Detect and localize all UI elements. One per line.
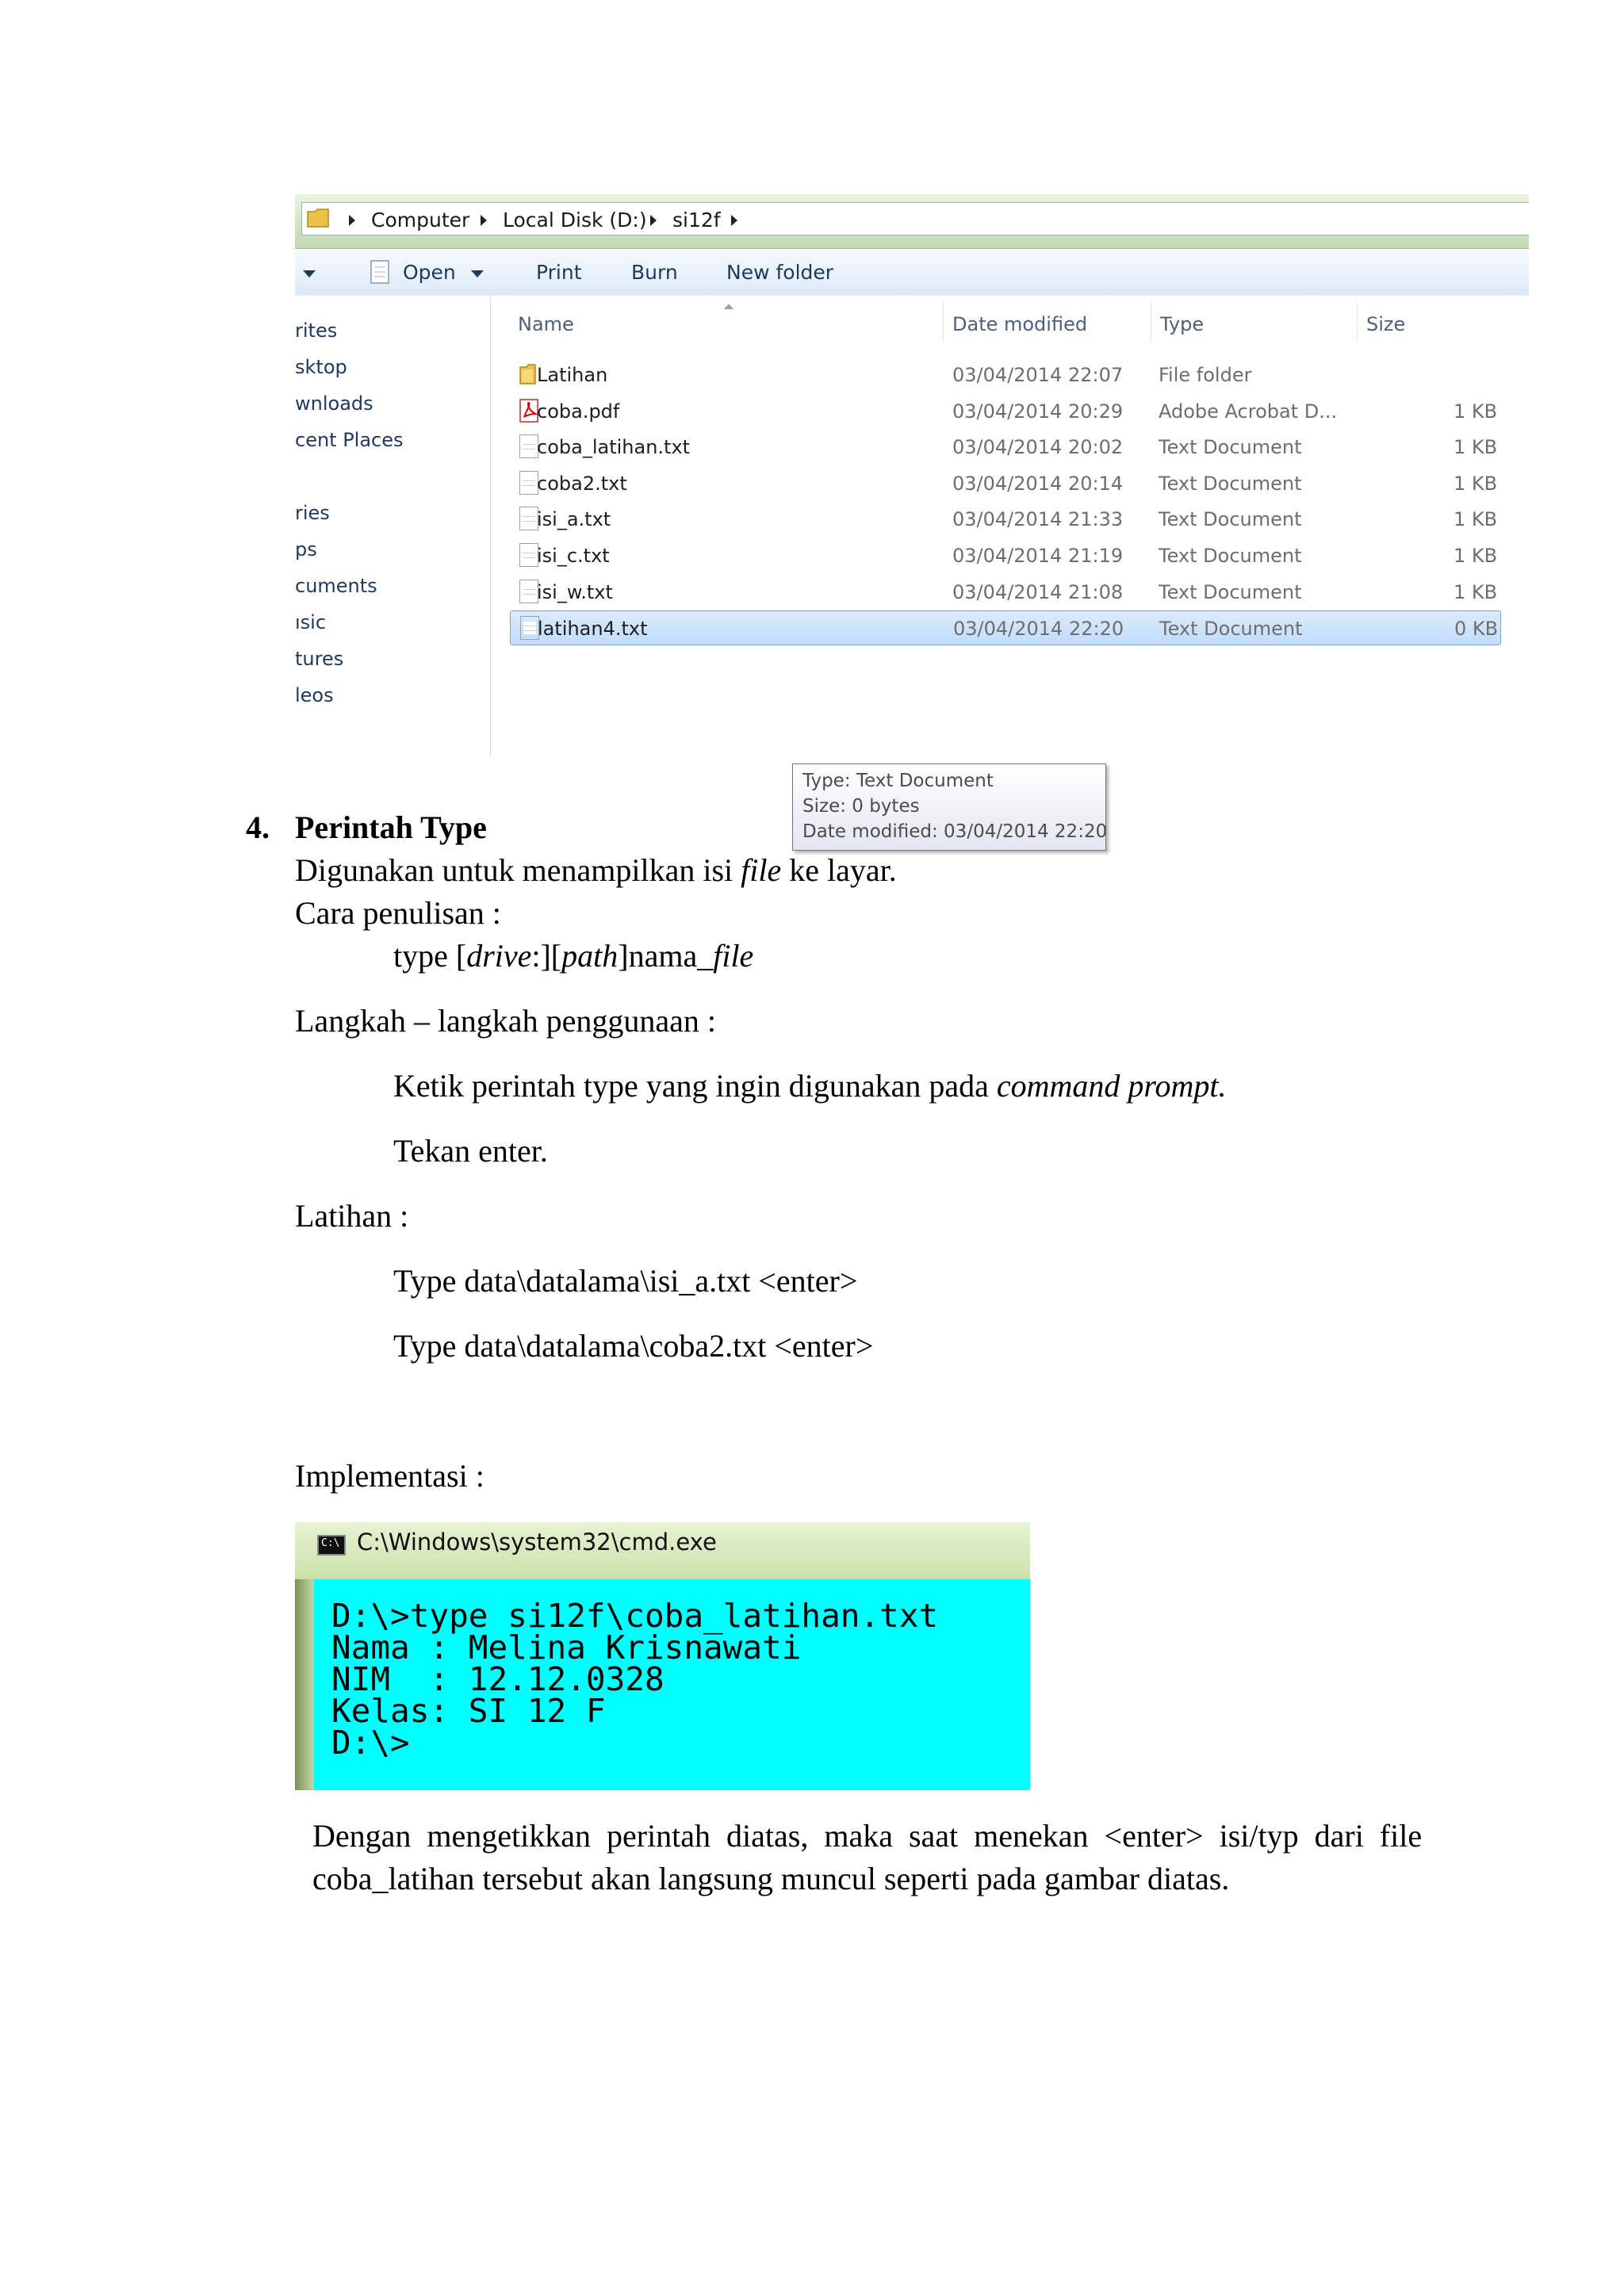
nav-item-recent-places[interactable]: cent Places [295, 429, 404, 451]
chevron-down-icon[interactable] [303, 270, 316, 277]
chevron-right-icon [731, 215, 737, 226]
console-line: D:\> [331, 1724, 410, 1762]
file-name: latihan4.txt [538, 618, 648, 641]
cmd-title: C:\Windows\system32\cmd.exe [357, 1529, 717, 1556]
file-date: 03/04/2014 20:02 [952, 436, 1124, 459]
file-size: 1 KB [1454, 508, 1498, 531]
tooltip-type: Type: Text Document [802, 771, 994, 791]
nav-item-desktop[interactable]: sktop [295, 356, 347, 378]
file-date: 03/04/2014 22:07 [952, 364, 1124, 386]
file-name: coba2.txt [537, 472, 627, 495]
cmd-console [314, 1579, 1030, 1790]
print-button[interactable]: Print [536, 261, 582, 284]
folder-icon [306, 205, 330, 229]
file-size: 1 KB [1454, 400, 1498, 423]
console-line: D:\>type si12f\coba_latihan.txt [331, 1597, 939, 1635]
address-bar [295, 194, 1529, 249]
file-size: 1 KB [1454, 436, 1498, 459]
breadcrumb-si12f[interactable]: si12f [672, 209, 721, 232]
nav-item-music[interactable]: ısic [295, 611, 327, 633]
file-row[interactable] [510, 538, 1501, 573]
nav-item-videos[interactable]: leos [295, 684, 334, 706]
exercise-heading: Latihan : [295, 1198, 409, 1234]
cmd-window-border [295, 1579, 314, 1790]
console-line: Kelas: SI 12 F [331, 1692, 606, 1730]
chevron-right-icon [349, 215, 355, 226]
file-size: 1 KB [1454, 545, 1498, 567]
file-date: 03/04/2014 21:08 [952, 580, 1124, 603]
column-header-name[interactable]: Name [518, 313, 574, 335]
exercise-1: Type data\datalama\isi_a.txt <enter> [393, 1263, 858, 1299]
file-name: coba.pdf [537, 400, 620, 423]
text-file-icon [519, 507, 538, 530]
file-name: isi_w.txt [537, 580, 613, 603]
conclusion-line-1: Dengan mengetikkan perintah diatas, maka saat menekan <enter> isi/typ dari file [312, 1818, 1423, 1854]
burn-button[interactable]: Burn [631, 261, 678, 284]
chevron-right-icon [650, 215, 657, 226]
file-size: 0 KB [1454, 618, 1499, 641]
text-file-icon [519, 434, 538, 458]
step-1: Ketik perintah type yang ingin digunakan pada command prompt. [393, 1068, 1227, 1104]
cmd-icon: C:\ [317, 1535, 346, 1556]
file-row[interactable] [510, 610, 1501, 645]
open-document-icon [368, 259, 392, 286]
file-type: Text Document [1159, 508, 1302, 531]
file-row[interactable] [510, 358, 1501, 392]
nav-item-pictures[interactable]: tures [295, 648, 344, 670]
file-date: 03/04/2014 22:20 [953, 618, 1124, 641]
file-type: Text Document [1159, 545, 1302, 567]
file-row[interactable] [510, 430, 1501, 465]
text-file-icon [519, 543, 538, 567]
file-type: File folder [1159, 364, 1252, 386]
file-row[interactable] [510, 394, 1501, 429]
file-name: Latihan [537, 364, 608, 386]
steps-heading: Langkah – langkah penggunaan : [295, 1003, 716, 1039]
open-button[interactable]: Open [403, 261, 456, 284]
file-row[interactable] [510, 575, 1501, 610]
file-row[interactable] [510, 466, 1501, 501]
file-type: Text Document [1159, 436, 1302, 459]
section-description: Digunakan untuk menampilkan isi file ke layar. [295, 852, 897, 888]
console-line: Nama : Melina Krisnawati [331, 1628, 802, 1667]
file-rows [491, 296, 1529, 757]
file-size: 1 KB [1454, 472, 1498, 495]
exercise-2: Type data\datalama\coba2.txt <enter> [393, 1328, 874, 1364]
syntax-heading: Cara penulisan : [295, 895, 501, 931]
nav-item-documents[interactable]: cuments [295, 575, 377, 597]
chevron-right-icon [481, 215, 487, 226]
file-tooltip [792, 763, 1106, 851]
cmd-title-bar [295, 1522, 1030, 1579]
section-number: 4. [246, 809, 270, 845]
column-header-date[interactable]: Date modified [952, 313, 1088, 335]
nav-item-downloads[interactable]: wnloads [295, 392, 373, 415]
file-row[interactable] [510, 502, 1501, 537]
file-list [491, 296, 1529, 842]
nav-item-favorites[interactable]: rites [295, 320, 338, 342]
file-name: coba_latihan.txt [537, 436, 691, 459]
syntax-line: type [drive:][path]nama_file [393, 938, 754, 974]
chevron-down-icon[interactable] [471, 270, 484, 277]
file-date: 03/04/2014 20:14 [952, 472, 1124, 495]
file-date: 03/04/2014 21:33 [952, 508, 1124, 531]
implementation-heading: Implementasi : [295, 1458, 485, 1494]
tooltip-size: Size: 0 bytes [802, 796, 920, 817]
breadcrumb-computer[interactable]: Computer [371, 209, 470, 232]
file-type: Text Document [1159, 472, 1302, 495]
cmd-window-screenshot [295, 1522, 1030, 1790]
file-date: 03/04/2014 21:19 [952, 545, 1124, 567]
text-file-icon [519, 580, 538, 603]
new-folder-button[interactable]: New folder [726, 261, 834, 284]
file-type: Text Document [1159, 580, 1302, 603]
command-bar [295, 250, 1529, 297]
nav-item-apps[interactable]: ps [295, 538, 317, 561]
tooltip-date: Date modified: 03/04/2014 22:20 [802, 821, 1108, 842]
file-name: isi_c.txt [537, 545, 610, 567]
breadcrumb-local-disk[interactable]: Local Disk (D:) [503, 209, 647, 232]
file-name: isi_a.txt [537, 508, 611, 531]
file-size: 1 KB [1454, 580, 1498, 603]
file-type: Adobe Acrobat D... [1159, 400, 1338, 423]
file-type: Text Document [1159, 618, 1303, 641]
console-line: NIM : 12.12.0328 [331, 1660, 665, 1698]
conclusion-line-2: coba_latihan tersebut akan langsung muncul seperti pada gambar diatas. [312, 1861, 1230, 1896]
section-title: Perintah Type [295, 809, 487, 845]
nav-item-libraries[interactable]: ries [295, 502, 330, 524]
text-file-icon [519, 471, 538, 495]
column-header-size[interactable]: Size [1366, 313, 1406, 335]
navigation-pane [295, 296, 491, 757]
text-file-icon [520, 616, 539, 640]
step-2: Tekan enter. [393, 1133, 548, 1169]
column-header-type[interactable]: Type [1160, 313, 1205, 335]
file-date: 03/04/2014 20:29 [952, 400, 1124, 423]
